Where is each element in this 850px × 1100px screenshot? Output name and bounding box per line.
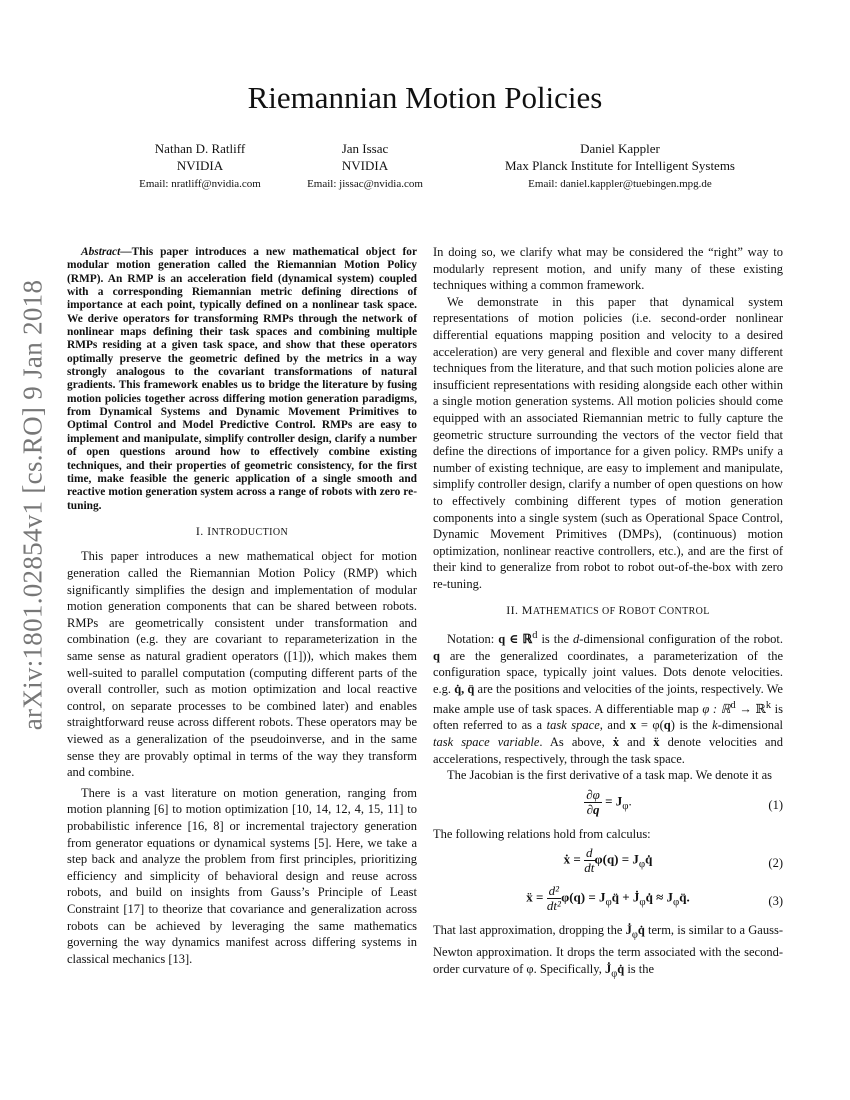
abstract — [67, 246, 417, 513]
author-affiliation: NVIDIA — [341, 158, 389, 173]
author-email: Email: jissac@nvidia.com — [307, 178, 423, 190]
approximation-paragraph: That last approximation, dropping the $J̇_\varphi q̇$ term, is similar to a Gauss-Newton approximation. It drops the term associated with the second-order curvature of φ. Specifically, $J̇_\varphi q̇$ is the — [433, 923, 783, 980]
abstract-text: —This paper introduces a new mathematical object for modular motion generation called the Riemannian Motion Policy (RMP). An RMP is an acceleration field (dynamical system) coupled with a corresponding Riemannian metric defining directions of importance at each point, typically defined on a nonlinear task space. We derive operators for transforming RMPs through the network of nonlinear maps defining their task spaces and combining multiple RMPs residing at a given task space, and show that these operators optimally preserve the geometric defined by the metrics in a way strongly analogous to the covariant transformations of natural gradients. This framework enables us to bridge the literature by fusing motion policies together across differing motion generation paradigms, from Dynamical Systems and Dynamic Movement Primitives to Optimal Control and Model Predictive Control. RMPs are easy to implement and manipulate, simplify controller design, clarify a number of open questions around how to effectively combine existing techniques, and their properties of geometric consistency, for the first time, make feasible the generic application of a single smooth and reactive motion generation system across a range of robots with zero re-tuning. — [67, 246, 417, 512]
author-email: Email: daniel.kappler@tuebingen.mpg.de — [528, 178, 712, 190]
left-column — [67, 246, 417, 967]
author-email: Email: nratliff@nvidia.com — [139, 178, 261, 190]
notation-paragraph: Notation: q ∈ ℝ$^d$ is the d-dimensional configuration of the robot. q are the generalized coordinates, a parameterization of the configuration space, typically joint values. Dots denote velocities. e.g. q̇, q̈ are the positions and velocities of the joints, respectively. We make ample use of task spaces. A differentiable map φ : ℝ$^d$ → ℝ$^k$ is often referred to as a task space, and x = φ(q) is the k-dimensional task space variable. As above, ẋ and ẍ denote velocities and accelerations, respectively, through the task space. — [433, 630, 784, 766]
continuation-paragraph: In doing so, we clarify what may be considered the “right” way to modularly represent motion, and unify many of these existing techniques withing a common framework. — [433, 245, 783, 293]
equation-2: ẋ = $\frac{d}{dt}$ $\varphi(q) = J_\varphi q̇$ (2) — [563, 845, 783, 876]
author-affiliation: Max Planck Institute for Intelligent Systems — [505, 158, 735, 173]
arxiv-sidebar-stamp — [10, 265, 56, 745]
equation-number: (2) — [768, 856, 783, 871]
jacobian-paragraph: The Jacobian is the first derivative of a task map. We denote it as — [447, 768, 773, 783]
abstract-lead: Abstract — [81, 246, 121, 258]
author-block-3 — [470, 140, 770, 193]
equation-number: (3) — [768, 894, 783, 909]
intro-paragraph-1: This paper introduces a new mathematical object for motion generation called the Riemannian Motion Policy (RMP) which significantly simplifies the design and implementation of modular motion generation components that can be shared between robots. RMPs are geometrically consistent under transformation and combination (e.g. they are covariant to reparameterization in the same sense as natural gradient operators ([1])), which makes them well-suited to parallel computation (computing different parts of the overall controller, such as motion optimization and local reactive control, on separate processes to be combined later) and enables straightforward reuse across different robots. These operators may be viewed as a generalization of the pseudoinverse, and in the same sense they are provably optimal in terms of the way they transform and combine. — [67, 549, 417, 780]
arxiv-identifier: arXiv:1801.02854v1 [cs.RO] 9 Jan 2018 — [17, 279, 48, 731]
equation-number: (1) — [768, 797, 783, 812]
equation-3: ẍ = $\frac{\text{d²}}{\text{dt²}}$ $\varphi(q) = J_\varphi q̈$ + $J̇_\varphi q̇$ ≈ $J_\varphi q̈$. (3) — [526, 883, 783, 914]
paper-title: Riemannian Motion Policies — [247, 80, 603, 115]
section-heading-mathematics: II. MATHEMATICS OF ROBOT CONTROL — [506, 603, 710, 618]
author-block-2 — [285, 140, 445, 193]
equation-1: $\frac{\partial\varphi}{\partial q}$ = $J_\varphi$. (1) — [586, 786, 783, 817]
intro-paragraph-2: There is a vast literature on motion generation, ranging from motion planning [6] to motion optimization [10, 14, 12, 4, 15, 11] to probabilistic inference [16, 8] or incremental trajectory generation from generator equations or dynamical systems [5]. Here, we take a step back and analyze the problem from first principles, prioritizing efficiency and simplicity of behavioral design and reuse across robots, and build on insights from Gauss’s Principle of Least Constraint [17] to theorize that covariance and generalization across robots can be achieved by leveraging the same mathematics governing the way dynamics manifest across differing systems in classical mechanics [13]. — [67, 785, 417, 966]
calculus-paragraph: The following relations hold from calculus: — [433, 826, 651, 841]
author-name: Daniel Kappler — [580, 141, 660, 156]
motivation-paragraph: We demonstrate in this paper that dynamical system representations of motion policies (i.e. second-order nonlinear differential equations mapping position and velocity to a desired acceleration) are very general and flexible and cover many different techniques from the literature, and that such motion policies alone are insufficient representations with residing alongside each other within a single motion generation systems. All motion policies should come equipped with an associated Riemannian metric to fully capture the geometric structure surrounding the vectors of the vector field that define the directions of importance for a given policy. RMPs unify a number of existing technique, are easy to implement and manipulate, simplify controller design, clarify a number of open questions on how to effectively combining different types of motion generation components into a single system (such as Operational Space Control, Dynamic Movement Primitives (DMPs), (continuous) motion optimization, nonlinear reactive controllers, etc.), and are the first of their kind to generalize from robot to robot out-of-the-box with zero re-tuning. — [433, 294, 783, 591]
author-name: Jan Issac — [341, 141, 389, 156]
author-affiliation: NVIDIA — [176, 158, 224, 173]
author-block-1 — [95, 140, 305, 193]
section-heading-introduction: I. INTRODUCTION — [195, 523, 289, 538]
author-name: Nathan D. Ratliff — [154, 141, 246, 156]
right-column — [433, 244, 783, 983]
